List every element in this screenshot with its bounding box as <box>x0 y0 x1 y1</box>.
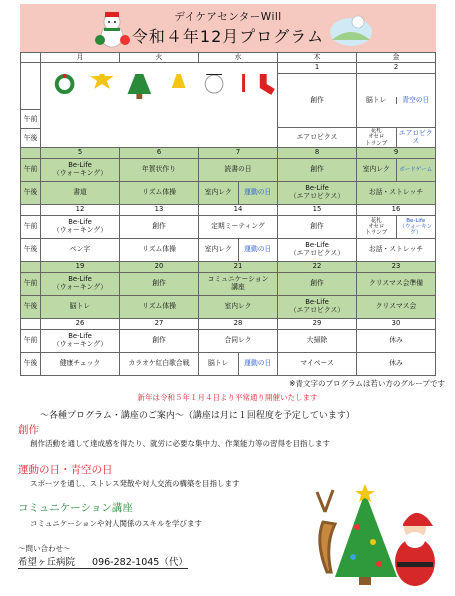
program-cell: Be-Life （ウォーキング） <box>41 216 120 239</box>
section-title-communication: コミュニケーション講座 <box>18 502 133 514</box>
program-cell: 創作 <box>120 330 199 353</box>
program-cell-left: 室内レク <box>204 245 232 254</box>
program-cell: 書道 <box>41 182 120 205</box>
program-cell: 合同レク <box>199 330 278 353</box>
program-cell: 休み <box>357 330 436 353</box>
pm-label: 午後 <box>21 182 41 205</box>
program-cell-left: 脳トレ <box>208 359 229 368</box>
program-cell: マイペース <box>278 353 357 376</box>
am-label: 午前 <box>21 159 41 182</box>
program-cell: クリスマス会準備 <box>357 273 436 296</box>
garland-area <box>41 63 278 74</box>
program-cell-left: 室内レク <box>204 188 232 197</box>
program-cell-left: 脳トレ <box>366 95 387 104</box>
new-year-note: 新年は令和５年１月４日より平常通り開催いたします <box>137 393 318 402</box>
program-cell: 創作 <box>120 216 199 239</box>
date-cell: 30 <box>357 319 436 330</box>
program-cell: 休み <box>357 353 436 376</box>
program-cell: カラオケ紅白歌合戦 <box>120 353 199 376</box>
section-desc-exercise: スポーツを通し、ストレス発散や対人交流の構築を目指します <box>30 479 240 488</box>
program-cell <box>199 239 278 262</box>
page-title: 令和４年12月プログラム <box>131 27 325 46</box>
program-calendar <box>20 52 436 376</box>
date-cell: 26 <box>41 319 120 330</box>
date-cell: 15 <box>278 205 357 216</box>
day-header: 金 <box>357 53 436 63</box>
day-header: 火 <box>120 53 199 63</box>
program-cell-right-blue: ボードゲーム <box>396 159 436 181</box>
program-cell-left: 花札 オセロ トランプ <box>365 128 388 147</box>
garland-illustration <box>41 74 277 118</box>
date-cell: 13 <box>120 205 199 216</box>
program-cell: 健康チェック <box>41 353 120 376</box>
am-label: 午前 <box>21 330 41 353</box>
am-label: 午前 <box>21 109 40 128</box>
corner-cell <box>21 53 41 63</box>
pm-label: 午後 <box>21 128 40 147</box>
facility-name: デイケアセンターWill <box>174 11 282 23</box>
program-cell-right-blue: 運動の日 <box>238 239 278 261</box>
program-cell-right-blue: 青空の日 <box>396 97 436 105</box>
date-cell: 16 <box>357 205 436 216</box>
date-cell: 12 <box>41 205 120 216</box>
date-cell: 22 <box>278 262 357 273</box>
section-title-exercise: 運動の日・青空の日 <box>18 464 113 476</box>
contact-info <box>18 554 188 569</box>
program-cell <box>357 216 436 239</box>
program-cell: 定期ミーティング <box>199 216 278 239</box>
pm-label: 午後 <box>21 353 41 376</box>
date-cell: 21 <box>199 262 278 273</box>
day-header: 月 <box>41 53 120 63</box>
program-cell: クリスマス会 <box>357 296 436 319</box>
date-cell: 1 <box>278 63 357 74</box>
blue-text-note: ※青文字のプログラムは若い方のグループです <box>289 379 445 388</box>
date-cell: 7 <box>199 148 278 159</box>
program-cell: 室内レク <box>199 296 278 319</box>
am-label: 午前 <box>21 216 41 239</box>
program-cell: Be-Life （ウォーキング） <box>41 273 120 296</box>
date-cell: 20 <box>120 262 199 273</box>
guide-heading: ～各種プログラム・講座のご案内～（講座は月に１回程度を予定しています） <box>40 411 355 421</box>
day-header: 木 <box>278 53 357 63</box>
date-cell: 23 <box>357 262 436 273</box>
program-cell-right-blue: Be-Life （ウォーキング） <box>396 216 436 238</box>
program-cell: お話・ストレッチ <box>357 239 436 262</box>
section-desc-creation: 創作活動を通して達成感を得たり、就労に必要な集中力、作業能力等の習得を目指します <box>30 439 330 448</box>
section-desc-communication: コミュニケーションや対人関係のスキルを学びます <box>30 519 202 528</box>
program-cell <box>357 159 436 182</box>
program-cell: エアロビクス <box>278 128 357 148</box>
contact-label: ～問い合わせ～ <box>18 544 71 553</box>
program-cell: Be-Life （エアロビクス） <box>278 182 357 205</box>
date-cell: 28 <box>199 319 278 330</box>
program-cell: ペン字 <box>41 239 120 262</box>
program-cell: 創作 <box>278 273 357 296</box>
program-cell <box>199 182 278 205</box>
am-label: 午前 <box>21 273 41 296</box>
program-cell-left: 室内レク <box>362 165 390 174</box>
date-cell: 5 <box>41 148 120 159</box>
program-cell: Be-Life （エアロビクス） <box>278 239 357 262</box>
period-label-column <box>21 63 41 148</box>
header-banner <box>20 4 436 52</box>
christmas-garland <box>41 74 278 148</box>
program-cell: Be-Life （エアロビクス） <box>278 296 357 319</box>
program-cell: リズム体操 <box>120 239 199 262</box>
hospital-name: 希望ヶ丘病院 <box>18 557 76 568</box>
program-cell <box>199 353 278 376</box>
date-cell: 9 <box>357 148 436 159</box>
row-spacer <box>21 205 41 216</box>
program-cell <box>357 128 436 148</box>
date-cell: 19 <box>41 262 120 273</box>
date-cell: 27 <box>120 319 199 330</box>
program-cell: リズム体操 <box>120 182 199 205</box>
program-cell-left: 花札 オセロ トランプ <box>365 217 388 237</box>
program-cell: 創作 <box>278 216 357 239</box>
row-spacer <box>21 148 41 159</box>
program-cell-right-blue: エアロビクス <box>396 128 436 147</box>
date-cell: 14 <box>199 205 278 216</box>
day-header: 水 <box>199 53 278 63</box>
program-cell: 創作 <box>278 74 357 128</box>
program-cell: 大掃除 <box>278 330 357 353</box>
date-cell: 29 <box>278 319 357 330</box>
section-title-creation: 創作 <box>18 424 39 436</box>
program-cell-right-blue: 運動の日 <box>238 353 278 375</box>
winter-landscape-illustration <box>328 10 374 48</box>
program-cell: 創作 <box>278 159 357 182</box>
date-cell: 6 <box>120 148 199 159</box>
pm-label: 午後 <box>21 239 41 262</box>
christmas-tree-santa-illustration <box>305 482 445 592</box>
program-cell-right-blue: 運動の日 <box>238 182 278 204</box>
program-cell: リズム体操 <box>120 296 199 319</box>
program-cell <box>357 74 436 128</box>
pm-label: 午後 <box>21 296 41 319</box>
row-spacer <box>21 262 41 273</box>
phone-number: 096-282-1045（代） <box>92 557 188 568</box>
date-cell: 8 <box>278 148 357 159</box>
program-cell: お話・ストレッチ <box>357 182 436 205</box>
program-cell: 年賀状作り <box>120 159 199 182</box>
program-cell: 創作 <box>120 273 199 296</box>
date-cell: 2 <box>357 63 436 74</box>
program-cell: 脳トレ <box>41 296 120 319</box>
program-cell: 読書の日 <box>199 159 278 182</box>
program-cell: Be-Life （ウォーキング） <box>41 159 120 182</box>
program-cell: コミュニケーション 講座 <box>199 273 278 296</box>
row-spacer <box>21 319 41 330</box>
program-cell: Be-Life （ウォーキング） <box>41 330 120 353</box>
